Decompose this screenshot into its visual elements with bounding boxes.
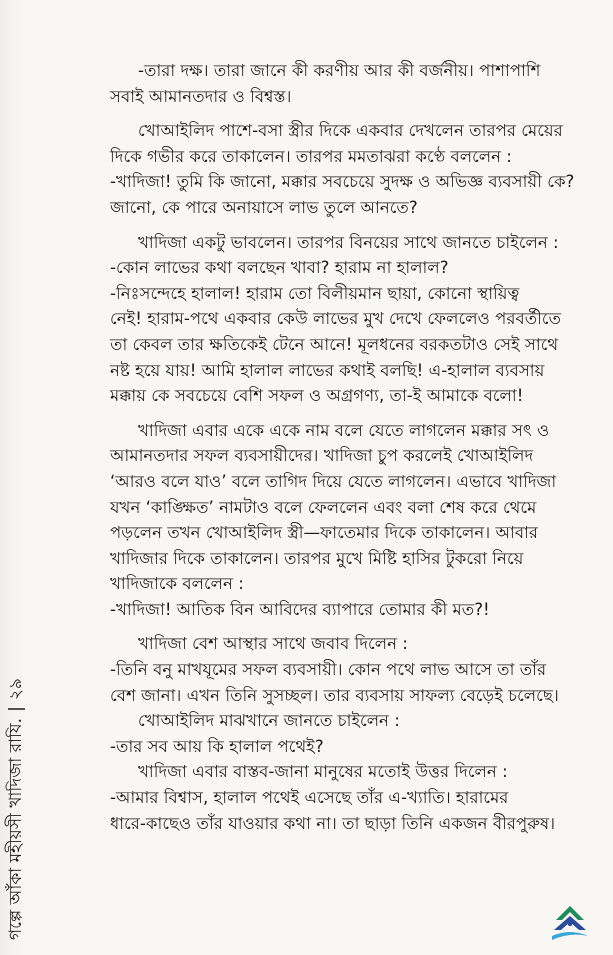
text-line: ‘আরও বলে যাও’ বলে তাগিদ দিয়ে যেতে লাগলেন। এভাবে খাদিজা: [110, 471, 557, 491]
text-line: দিকে গভীর করে তাকালেন। তারপর মমতাঝরা কণ্ঠে বললেন :: [110, 146, 512, 166]
text-line: জানো, কে পারে অনায়াসে লাভ তুলে আনতে?: [110, 197, 418, 217]
paragraph: [110, 418, 598, 623]
text-line: খাদিজাকে বললেন :: [110, 574, 244, 594]
text-line: ধারে-কাছেও তাঁর যাওয়ার কথা না। তা ছাড়া তিনি একজন বীরপুরুষ।: [110, 813, 556, 833]
text-line: -নিঃসন্দেহে হালাল! হারাম তো বিলীয়মান ছায়া, কোনো স্থায়িত্ব: [110, 283, 520, 303]
logo-base-wave: [552, 932, 588, 940]
paragraph: [110, 759, 598, 836]
paragraph: [110, 58, 598, 109]
text-line: -খাদিজা! তুমি কি জানো, মক্কার সবচেয়ে সুদক্ষ ও অভিজ্ঞ ব্যবসায়ী কে?: [110, 172, 575, 192]
text-line: নেই! হারাম-পথে একবার কেউ লাভের মুখ দেখে ফেললেও পরবর্তীতে: [110, 309, 562, 329]
text-line: -কোন লাভের কথা বলছেন খাবা? হারাম না হালাল?: [110, 258, 449, 278]
text-line: বেশ জানা। এখন তিনি সুসচ্ছল। তার ব্যবসায় সাফল্য বেড়েই চলেছে।: [110, 685, 559, 705]
text-line: খাদিজা এবার বাস্তব-জানা মানুষের মতোই উত্তর দিলেন :: [138, 762, 508, 782]
text-line: যখন ‘কাঙ্ক্ষিত’ নামটাও বলে ফেললেন এবং বলা শেষ করে থেমে: [110, 497, 537, 517]
text-line: -তিনি বনু মাখযূমের সফল ব্যবসায়ী। কোন পথে লাভ আসে তা তাঁর: [110, 660, 547, 680]
text-line: খাদিজার দিকে তাকালেন। তারপর মুখে মিষ্টি হাসির টুকরো নিয়ে: [110, 548, 524, 568]
text-line: খোআইলিদ মাঝখানে জানতে চাইলেন :: [138, 711, 400, 731]
logo-dot: [568, 922, 572, 926]
running-head-title: গল্পে আঁকা মহীয়সী খাদিজা রাযি.: [6, 717, 26, 940]
publisher-logo-icon: [548, 902, 592, 946]
paragraph: [110, 118, 598, 220]
text-line: মক্কায় কে সবচেয়ে বেশি সফল ও অগ্রগণ্য, তা-ই আমাকে বলো!: [110, 386, 524, 406]
text-line: খাদিজা বেশ আস্থার সাথে জবাব দিলেন :: [138, 634, 408, 654]
publisher-logo-graphic: [548, 902, 592, 946]
text-line: খোআইলিদ পাশে-বসা স্ত্রীর দিকে একবার দেখলেন তারপর মেয়ের: [138, 121, 563, 141]
page-body-text: [110, 58, 598, 836]
text-line: -খাদিজা! আতিক বিন আবিদের ব্যাপারে তোমার কী মত?!: [110, 599, 490, 619]
paragraph: [110, 631, 598, 708]
paragraph: [110, 708, 598, 759]
text-line: -আমার বিশ্বাস, হালাল পথেই এসেছে তাঁর এ-খ্যাতি। হারামের: [110, 788, 509, 808]
text-line: পড়লেন তখন খোআইলিদ স্ত্রী—ফাতেমার দিকে তাকালেন। আবার: [110, 523, 538, 543]
page-number: ২৯: [6, 678, 26, 701]
running-head-separator: |: [6, 706, 26, 712]
text-line: খাদিজা একটু ভাবলেন। তারপর বিনয়ের সাথে জানতে চাইলেন :: [138, 232, 559, 252]
text-line: খাদিজা এবার একে একে নাম বলে যেতে লাগলেন মক্কার সৎ ও: [138, 420, 550, 440]
running-head: [4, 520, 28, 940]
paragraph: [110, 230, 598, 409]
text-line: -তার সব আয় কি হালাল পথেই?: [110, 736, 324, 756]
text-line: তা কেবল তার ক্ষতিকেই টেনে আনে! মূলধনের বরকতটাও সেই সাথে: [110, 334, 559, 354]
text-line: আমানতদার সফল ব্যবসায়ীদের। খাদিজা চুপ করলেই খোআইলিদ: [110, 446, 534, 466]
text-line: -তারা দক্ষ। তারা জানে কী করণীয় আর কী বর্জনীয়। পাশাপাশি: [138, 61, 541, 80]
text-line: নষ্ট হয়ে যায়! আমি হালাল লাভের কথাই বলছি! এ-হালাল ব্যবসায়: [110, 360, 545, 380]
text-line: সবাই আমানতদার ও বিশ্বস্ত।: [110, 86, 292, 106]
